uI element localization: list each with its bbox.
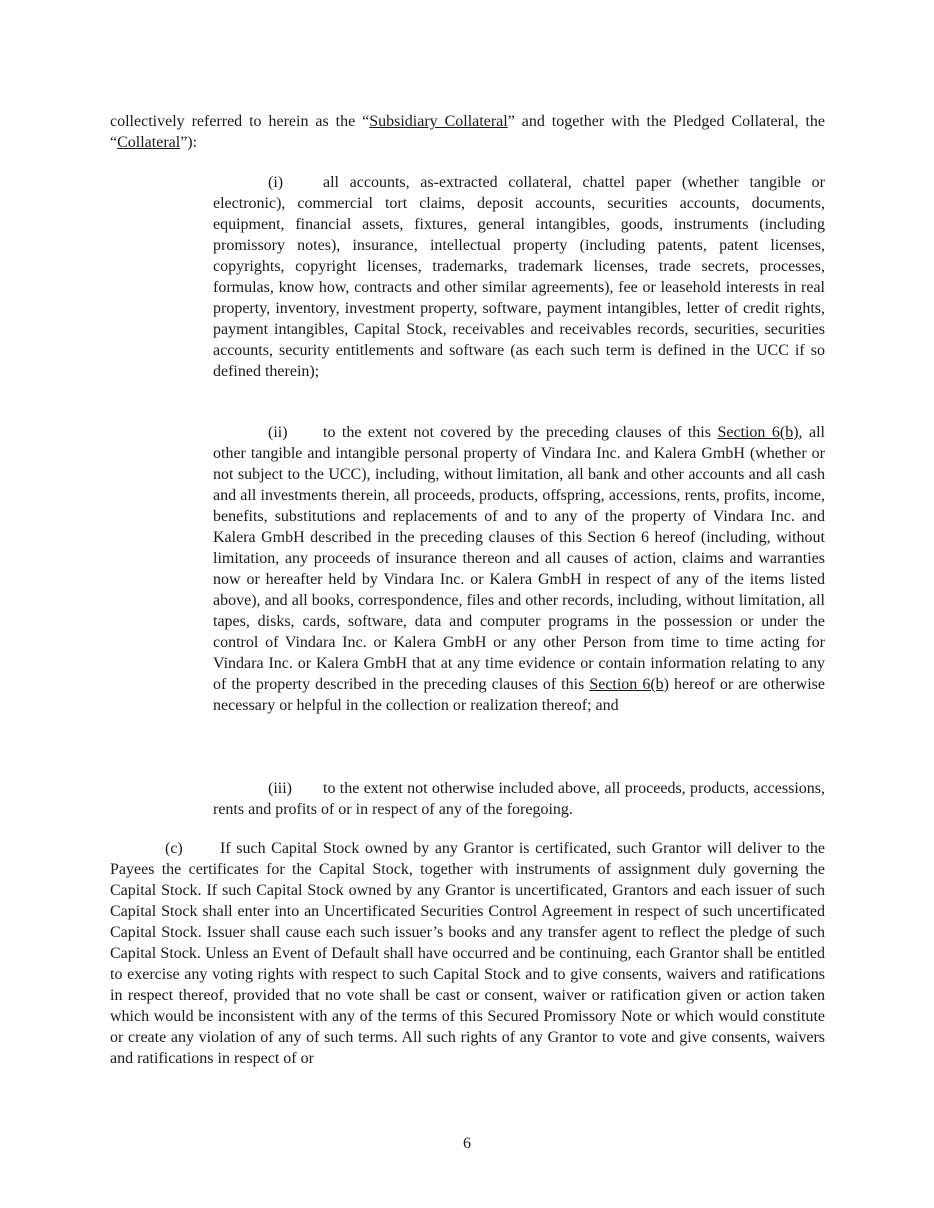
clause-ii-paragraph [213, 422, 825, 716]
section-reference-link: Section 6(b) [717, 424, 799, 441]
clause-i-text: all accounts, as-extracted collateral, chattel paper (whether tangible or electronic), commercial tort claims, deposit accounts, securities accounts, documents, equipment, financial assets, fixtures, general intangibles, goods, instruments (including promissory notes), insurance, intellectual property (including patents, patent licenses, copyrights, copyright licenses, trademarks, trademark licenses, trade secrets, processes, formulas, know how, contracts and other similar agreements), fee or leasehold interests in real property, inventory, investment property, software, payment intangibles, letter of credit rights, payment intangibles, Capital Stock, receivables and receivables records, securities, securities accounts, security entitlements and software (as each such term is defined in the UCC if so defined therein); [213, 174, 825, 380]
clause-iii-label: (iii) [268, 780, 292, 797]
clause-iii-text: to the extent not otherwise included above, all proceeds, products, accessions, rents and profits of or in respect of any of the foregoing. [213, 780, 825, 818]
defined-term-collateral: Collateral [117, 134, 181, 151]
intro-paragraph [110, 111, 825, 153]
clause-ii-text-3: hereof or are otherwise necessary or helpful in the collection or realization thereof; and [213, 676, 825, 714]
section-reference-link: Section 6(b) [589, 676, 669, 693]
page-number: 6 [463, 1135, 471, 1152]
clause-c-paragraph [110, 838, 825, 1069]
clause-ii-label: (ii) [268, 424, 288, 441]
clause-iii-paragraph [213, 778, 825, 820]
defined-term-subsidiary-collateral: Subsidiary Collateral [369, 113, 508, 130]
intro-text-3: ”): [180, 134, 198, 151]
clause-i-paragraph [213, 172, 825, 382]
intro-text-2: ” and together with the Pledged Collateral, the “ [110, 113, 826, 151]
clause-i-label: (i) [268, 174, 284, 191]
clause-c-label: (c) [165, 840, 183, 857]
intro-text-1: collectively referred to herein as the “ [110, 113, 370, 130]
clause-ii-text-1: to the extent not covered by the preceding clauses of this [323, 424, 718, 441]
clause-ii-text-2: , all other tangible and intangible personal property of Vindara Inc. and Kalera GmbH (whether or not subject to the UCC), including, without limitation, all bank and other accounts and all cash and all investments therein, all proceeds, products, offspring, accessions, rents, profits, income, benefits, substitutions and replacements of and to any of the property of Vindara Inc. and Kalera GmbH described in the preceding clauses of this Section 6 hereof (including, without limitation, any proceeds of insurance thereon and all causes of action, claims and warranties now or hereafter held by Vindara Inc. or Kalera GmbH in respect of any of the items listed above), and all books, correspondence, files and other records, including, without limitation, all tapes, disks, cards, software, data and computer programs in the possession or under the control of Vindara Inc. or Kalera GmbH or any other Person from time to time acting for Vindara Inc. or Kalera GmbH that at any time evidence or contain information relating to any of the property described in the preceding clauses of this [213, 424, 825, 693]
clause-c-text: If such Capital Stock owned by any Grantor is certificated, such Grantor will deliver to the Payees the certificates for the Capital Stock, together with instruments of assignment duly governing the Capital Stock. If such Capital Stock owned by any Grantor is uncertificated, Grantors and each issuer of such Capital Stock shall enter into an Uncertificated Securities Control Agreement in respect of such uncertificated Capital Stock. Issuer shall cause each such issuer’s books and any transfer agent to reflect the pledge of such Capital Stock. Unless an Event of Default shall have occurred and be continuing, each Grantor shall be entitled to exercise any voting rights with respect to such Capital Stock and to give consents, waivers and ratifications in respect thereof, provided that no vote shall be cast or consent, waiver or ratification given or action taken which would be inconsistent with any of the terms of this Secured Promissory Note or which would constitute or create any violation of any of such terms. All such rights of any Grantor to vote and give consents, waivers and ratifications in respect of or [110, 840, 825, 1067]
